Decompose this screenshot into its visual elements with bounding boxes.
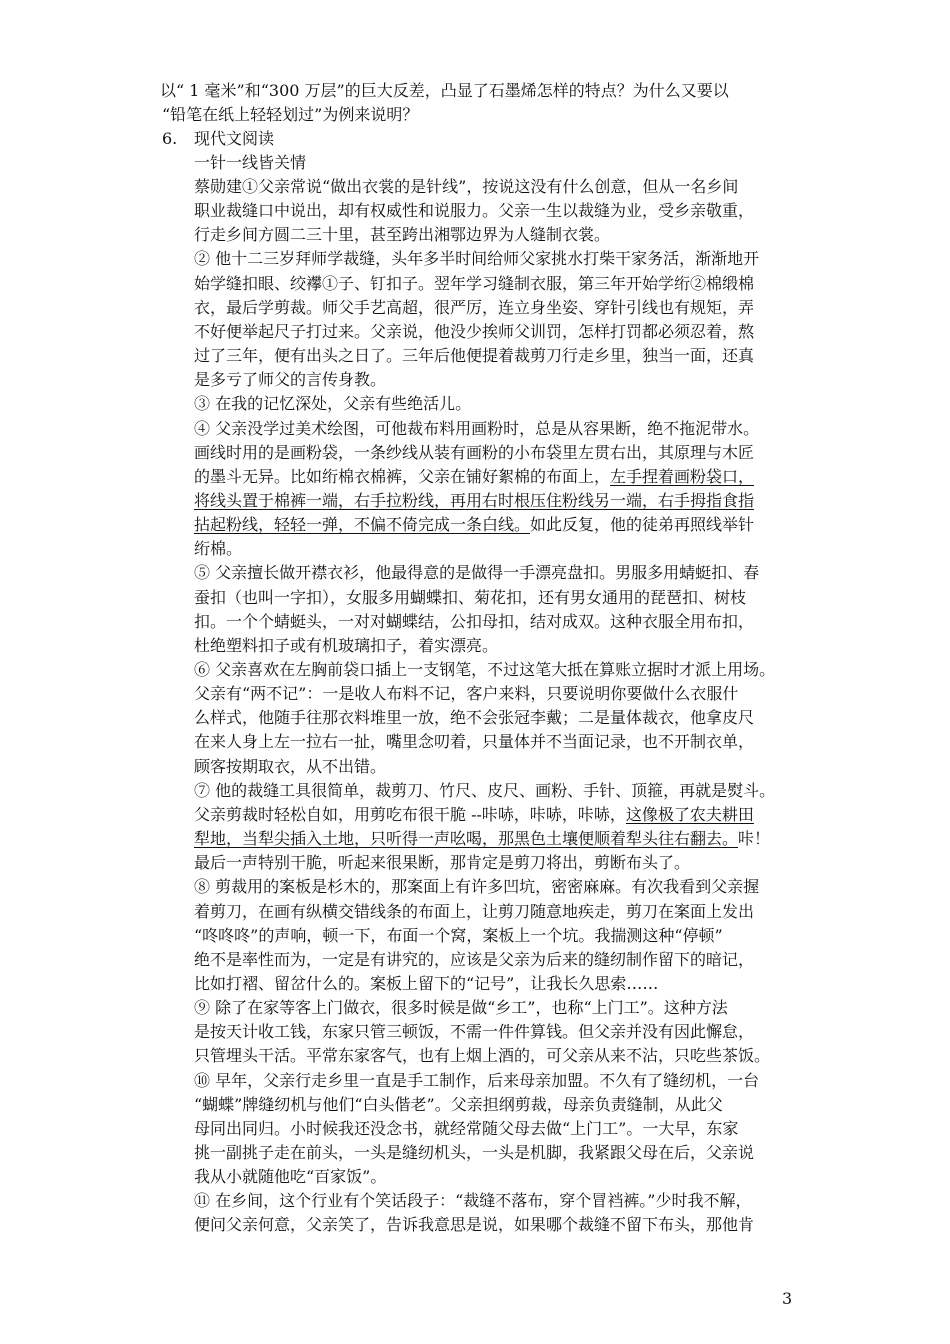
underlined-text: 拈起粉线，轻轻一弹，不偏不倚完成一条白线。 <box>194 515 531 534</box>
article-line <box>194 682 738 706</box>
underlined-text: 这像极了农夫耕田 <box>625 805 754 824</box>
line-text: “蝴蝶”牌缝纫机与他们“白头偕老”。父亲担纲剪裁，母亲负责缝制，从此父 <box>194 1095 723 1114</box>
article-line <box>194 851 690 875</box>
line-text: “咚咚咚”的声响，顿一下，布面一个窝，案板上一个坑。我揣测这种“停顿” <box>194 926 723 945</box>
article-line <box>194 537 242 561</box>
article-line <box>194 247 759 271</box>
line-text: 绝不是率性而为，一定是有讲究的，应该是父亲为后来的缝纫制作留下的暗记， <box>194 950 755 969</box>
article-line <box>194 948 754 972</box>
line-text: 绗棉。 <box>194 539 243 558</box>
line-text: 我从小就随他吃“百家饭”。 <box>194 1167 387 1186</box>
question-6-heading: 现代文阅读 <box>194 129 275 148</box>
article-line <box>194 755 386 779</box>
article-line <box>194 561 759 585</box>
article-line <box>194 1020 754 1044</box>
article-line <box>194 634 498 658</box>
article-line <box>194 1165 386 1189</box>
line-text: ⑩ 早年，父亲行走乡里一直是手工制作，后来母亲加盟。不久有了缝纫机，一台 <box>194 1071 760 1090</box>
line-text: ⑥ 父亲喜欢在左胸前袋口插上一支钢笔，不过这笔大抵在算账立据时才派上用场。 <box>194 660 776 679</box>
article-line <box>194 875 759 899</box>
line-text: 过了三年，便有出头之日了。三年后他便提着裁剪刀行走乡里，独当一面，还真 <box>194 346 755 365</box>
line-text: 蚕扣（也叫一字扣），女服多用蝴蝶扣、菊花扣，还有男女通用的琵琶扣、树枝 <box>194 588 747 607</box>
line-text: 顾客按期取衣，从不出错。 <box>194 757 387 776</box>
article-line <box>194 924 723 948</box>
article-line <box>194 489 754 513</box>
line-text: ③ 在我的记忆深处，父亲有些绝活儿。 <box>194 394 472 413</box>
line-text: 着剪刀，在画有纵横交错线条的布面上，让剪刀随意地疾走，剪刀在案面上发出 <box>194 902 755 921</box>
article-line <box>194 827 770 851</box>
article-line <box>194 465 754 489</box>
line-text: ⑦ 他的裁缝工具很简单，裁剪刀、竹尺、皮尺、画粉、手针、顶箍，再就是熨斗。 <box>194 781 776 800</box>
line-text: 咔！ <box>738 829 771 848</box>
line-text: 始学缝扣眼、绞襻①子、钉扣子。翌年学习缝制衣服，第三年开始学绗②棉缎棉 <box>194 274 755 293</box>
article-line <box>194 1093 723 1117</box>
article-line <box>194 513 754 537</box>
article-line <box>194 417 759 441</box>
article-line <box>194 272 754 296</box>
page-number: 3 <box>782 1289 793 1308</box>
underlined-text: 犁地，当犁尖插入土地，只听得一声吆喝，那黑色土壤便顺着犁头往右翻去。 <box>194 829 739 848</box>
article-line <box>194 1141 754 1165</box>
line-text: 衣，最后学剪裁。师父手艺高超，很严厉，连立身坐姿、穿针引线也有规矩，弄 <box>194 298 755 317</box>
line-text: 的墨斗无异。比如绗棉衣棉裤，父亲在铺好絮棉的布面上， <box>194 467 611 486</box>
article-line <box>194 392 471 416</box>
article-line <box>194 900 754 924</box>
article-title: 一针一线皆关情 <box>194 153 307 172</box>
line-text: ④ 父亲没学过美术绘图，可他裁布料用画粉时，总是从容果断，绝不拖泥带水。 <box>194 419 760 438</box>
article-line <box>194 199 754 223</box>
line-text: 是按天计收工钱，东家只管三顿饭，不需一件件算钱。但父亲并没有因此懈怠， <box>194 1022 755 1041</box>
line-text: ⑪ 在乡间，这个行业有个笑话段子：“裁缝不落布，穿个冒裆裤。”少时我不解， <box>194 1191 752 1210</box>
line-text: 最后一声特别干脆，听起来很果断，那肯定是剪刀将出，剪断布头了。 <box>194 853 691 872</box>
line-text: ⑧ 剪裁用的案板是杉木的，那案面上有许多凹坑，密密麻麻。有次我看到父亲握 <box>194 877 760 896</box>
article-line <box>194 296 754 320</box>
article-line <box>194 1044 770 1068</box>
article-line <box>194 368 386 392</box>
line-text: 母同出同归。小时候我还没念书，就经常随父母去做“上门工”。一大早，东家 <box>194 1119 739 1138</box>
line-text: 蔡勋建①父亲常说“做出衣裳的是针线”，按说这没有什么创意，但从一名乡间 <box>194 177 739 196</box>
article-line <box>194 320 754 344</box>
article-line <box>194 1213 754 1237</box>
article-line <box>194 223 610 247</box>
line-text: 是多亏了师父的言传身教。 <box>194 370 387 389</box>
line-text: 挑一副挑子走在前头，一头是缝纫机头，一头是机脚，我紧跟父母在后，父亲说 <box>194 1143 755 1162</box>
line-text: 父亲剪裁时轻松自如，用剪吃布很干脆 --咔哧，咔哧，咔哧， <box>194 805 626 824</box>
article-line <box>194 586 746 610</box>
underlined-text: 将线头置于棉裤一端，右手拉粉线，再用右时根压住粉线另一端，右手拇指食指 <box>194 491 755 510</box>
article-line <box>194 730 754 754</box>
article-line <box>194 1117 738 1141</box>
line-text: 杜绝塑料扣子或有机玻璃扣子，着实漂亮。 <box>194 636 499 655</box>
article-line <box>194 658 775 682</box>
line-text: 画线时用的是画粉袋，一条纱线从装有画粉的小布袋里左贯右出，其原理与木匠 <box>194 443 755 462</box>
article-line <box>194 706 754 730</box>
line-text: 不好便举起尺子打过来。父亲说，他没少挨师父训罚，怎样打罚都必须忍着，熬 <box>194 322 755 341</box>
line-text: ② 他十二三岁拜师学裁缝，头年多半时间给师父家挑水打柴干家务活，渐渐地开 <box>194 249 760 268</box>
question-5-text-line-2: “铅笔在纸上轻轻划过”为例来说明？ <box>162 105 419 124</box>
article-line <box>194 1189 751 1213</box>
line-text: 父亲有“两不记”：一是收人布料不记，客户来料，只要说明你要做什么衣服什 <box>194 684 739 703</box>
line-text: 在来人身上左一拉右一扯，嘴里念叨着，只量体并不当面记录，也不开制衣单， <box>194 732 755 751</box>
line-text: 只管埋头干活。平常东家客气，也有上烟上酒的，可父亲从来不沾，只吃些茶饭。 <box>194 1046 771 1065</box>
article-line <box>194 972 658 996</box>
article-line <box>194 344 754 368</box>
line-text: ⑨ 除了在家等客上门做衣，很多时候是做“乡工”，也称“上门工”。这种方法 <box>194 998 728 1017</box>
article-line <box>194 996 728 1020</box>
line-text: 便问父亲何意，父亲笑了，告诉我意思是说，如果哪个裁缝不留下布头，那他肯 <box>194 1215 755 1234</box>
question-6-number: 6. <box>162 129 178 148</box>
line-text: 行走乡间方圆二三十里，甚至跨出湘鄂边界为人缝制衣裳。 <box>194 225 611 244</box>
line-text: 扣。一个个蜻蜓头，一对对蝴蝶结，公扣母扣，结对成双。这种衣服全用布扣， <box>194 612 755 631</box>
article-line <box>194 803 754 827</box>
article-line <box>194 441 754 465</box>
article-line <box>194 779 775 803</box>
line-text: 如此反复，他的徒弟再照线举针 <box>530 515 755 534</box>
article-line <box>194 175 738 199</box>
line-text: ⑤ 父亲擅长做开襟衣衫，他最得意的是做得一手漂亮盘扣。男服多用蜻蜓扣、春 <box>194 563 760 582</box>
underlined-text: 左手捏着画粉袋口， <box>610 467 755 486</box>
line-text: 比如打褶、留岔什么的。案板上留下的“记号”，让我长久思索…… <box>194 974 659 993</box>
article-line <box>194 1069 759 1093</box>
article-line <box>194 610 754 634</box>
line-text: 职业裁缝口中说出，却有权威性和说服力。父亲一生以裁缝为业，受乡亲敬重， <box>194 201 755 220</box>
line-text: 么样式，他随手往那衣料堆里一放，绝不会张冠李戴；二是量体裁衣，他拿皮尺 <box>194 708 755 727</box>
question-5-text-line-1: 以“ 1 毫米”和“300 万层”的巨大反差，凸显了石墨烯怎样的特点？为什么又要以 <box>160 81 729 100</box>
